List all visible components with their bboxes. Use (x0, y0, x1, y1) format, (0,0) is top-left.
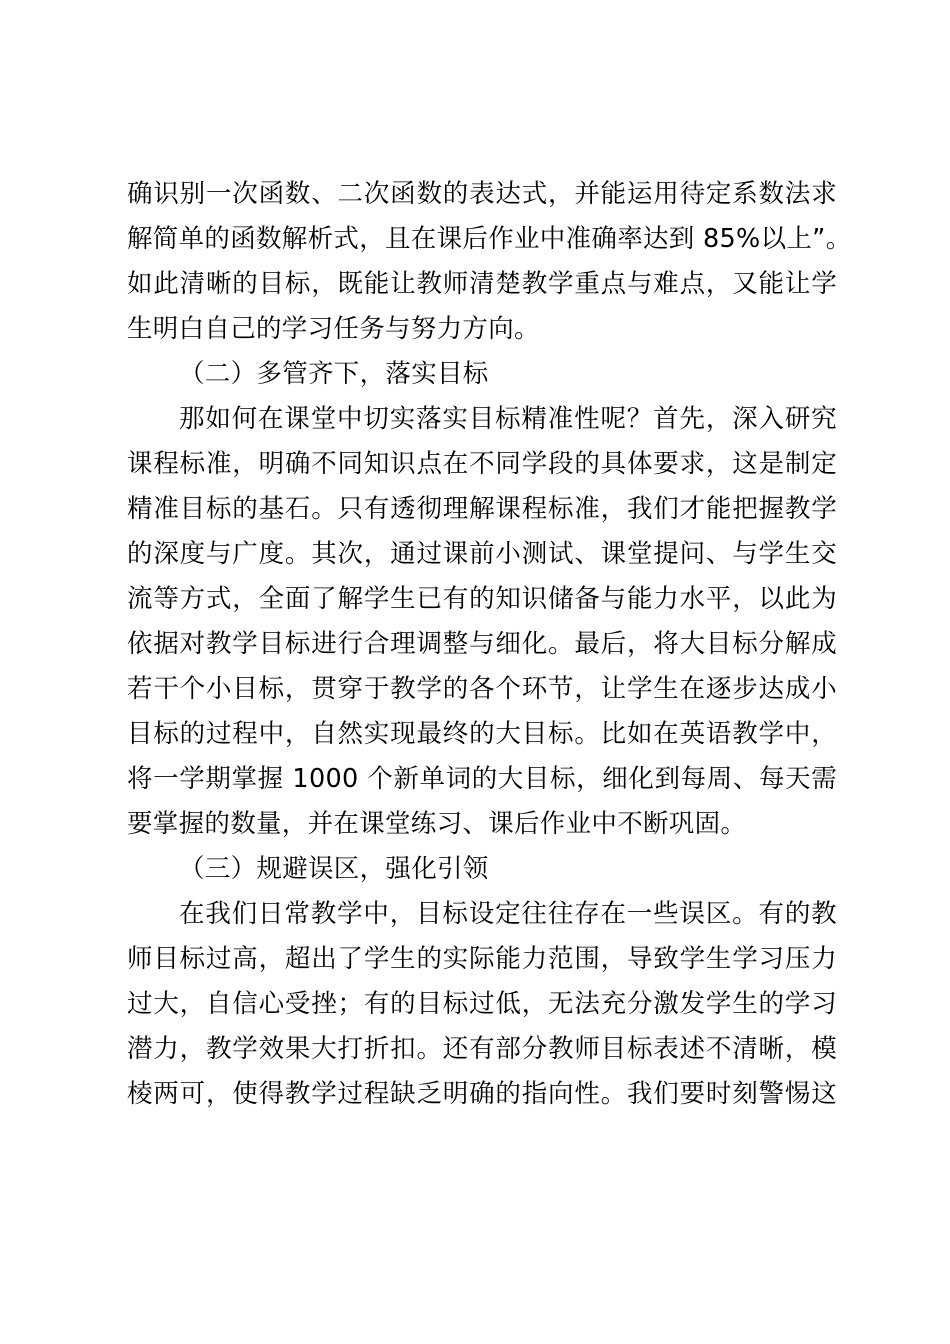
document-body (127, 172, 852, 1117)
paragraph-line: 依据对教学目标进行合理调整与细化。最后，将大目标分解成 (127, 629, 837, 659)
paragraph-line: 生明白自己的学习任务与努力方向。 (127, 314, 540, 344)
paragraph-line: 棱两可，使得教学过程缺乏明确的指向性。我们要时刻警惕这 (127, 1079, 837, 1109)
paragraph-line: 精准目标的基石。只有透彻理解课程标准，我们才能把握教学 (127, 494, 837, 524)
paragraph-line: 在我们日常教学中，目标设定往往存在一些误区。有的教 (179, 899, 837, 929)
paragraph-line: 如此清晰的目标，既能让教师清楚教学重点与难点，又能让学 (127, 269, 837, 299)
paragraph-line: 解简单的函数解析式，且在课后作业中准确率达到 85%以上”。 (127, 224, 852, 254)
paragraph-line: 要掌握的数量，并在课堂练习、课后作业中不断巩固。 (127, 809, 747, 839)
paragraph-line: 潜力，教学效果大打折扣。还有部分教师目标表述不清晰，模 (127, 1034, 837, 1064)
paragraph-line: 师目标过高，超出了学生的实际能力范围，导致学生学习压力 (127, 944, 837, 974)
paragraph-line: 将一学期掌握 1000 个新单词的大目标，细化到每周、每天需 (127, 764, 837, 794)
paragraph-line: 课程标准，明确不同知识点在不同学段的具体要求，这是制定 (127, 449, 837, 479)
paragraph-line: 目标的过程中，自然实现最终的大目标。比如在英语教学中， (127, 719, 837, 749)
paragraph-line: 的深度与广度。其次，通过课前小测试、课堂提问、与学生交 (127, 539, 837, 569)
paragraph-line: 确识别一次函数、二次函数的表达式，并能运用待定系数法求 (127, 179, 837, 209)
section-heading: （二）多管齐下，落实目标 (179, 359, 489, 389)
paragraph-line: 那如何在课堂中切实落实目标精准性呢？首先，深入研究 (179, 404, 837, 434)
paragraph-line: 过大，自信心受挫；有的目标过低，无法充分激发学生的学习 (127, 989, 837, 1019)
paragraph-line: 流等方式，全面了解学生已有的知识储备与能力水平，以此为 (127, 584, 837, 614)
section-heading: （三）规避误区，强化引领 (179, 854, 489, 884)
paragraph-line: 若干个小目标，贯穿于教学的各个环节，让学生在逐步达成小 (127, 674, 837, 704)
